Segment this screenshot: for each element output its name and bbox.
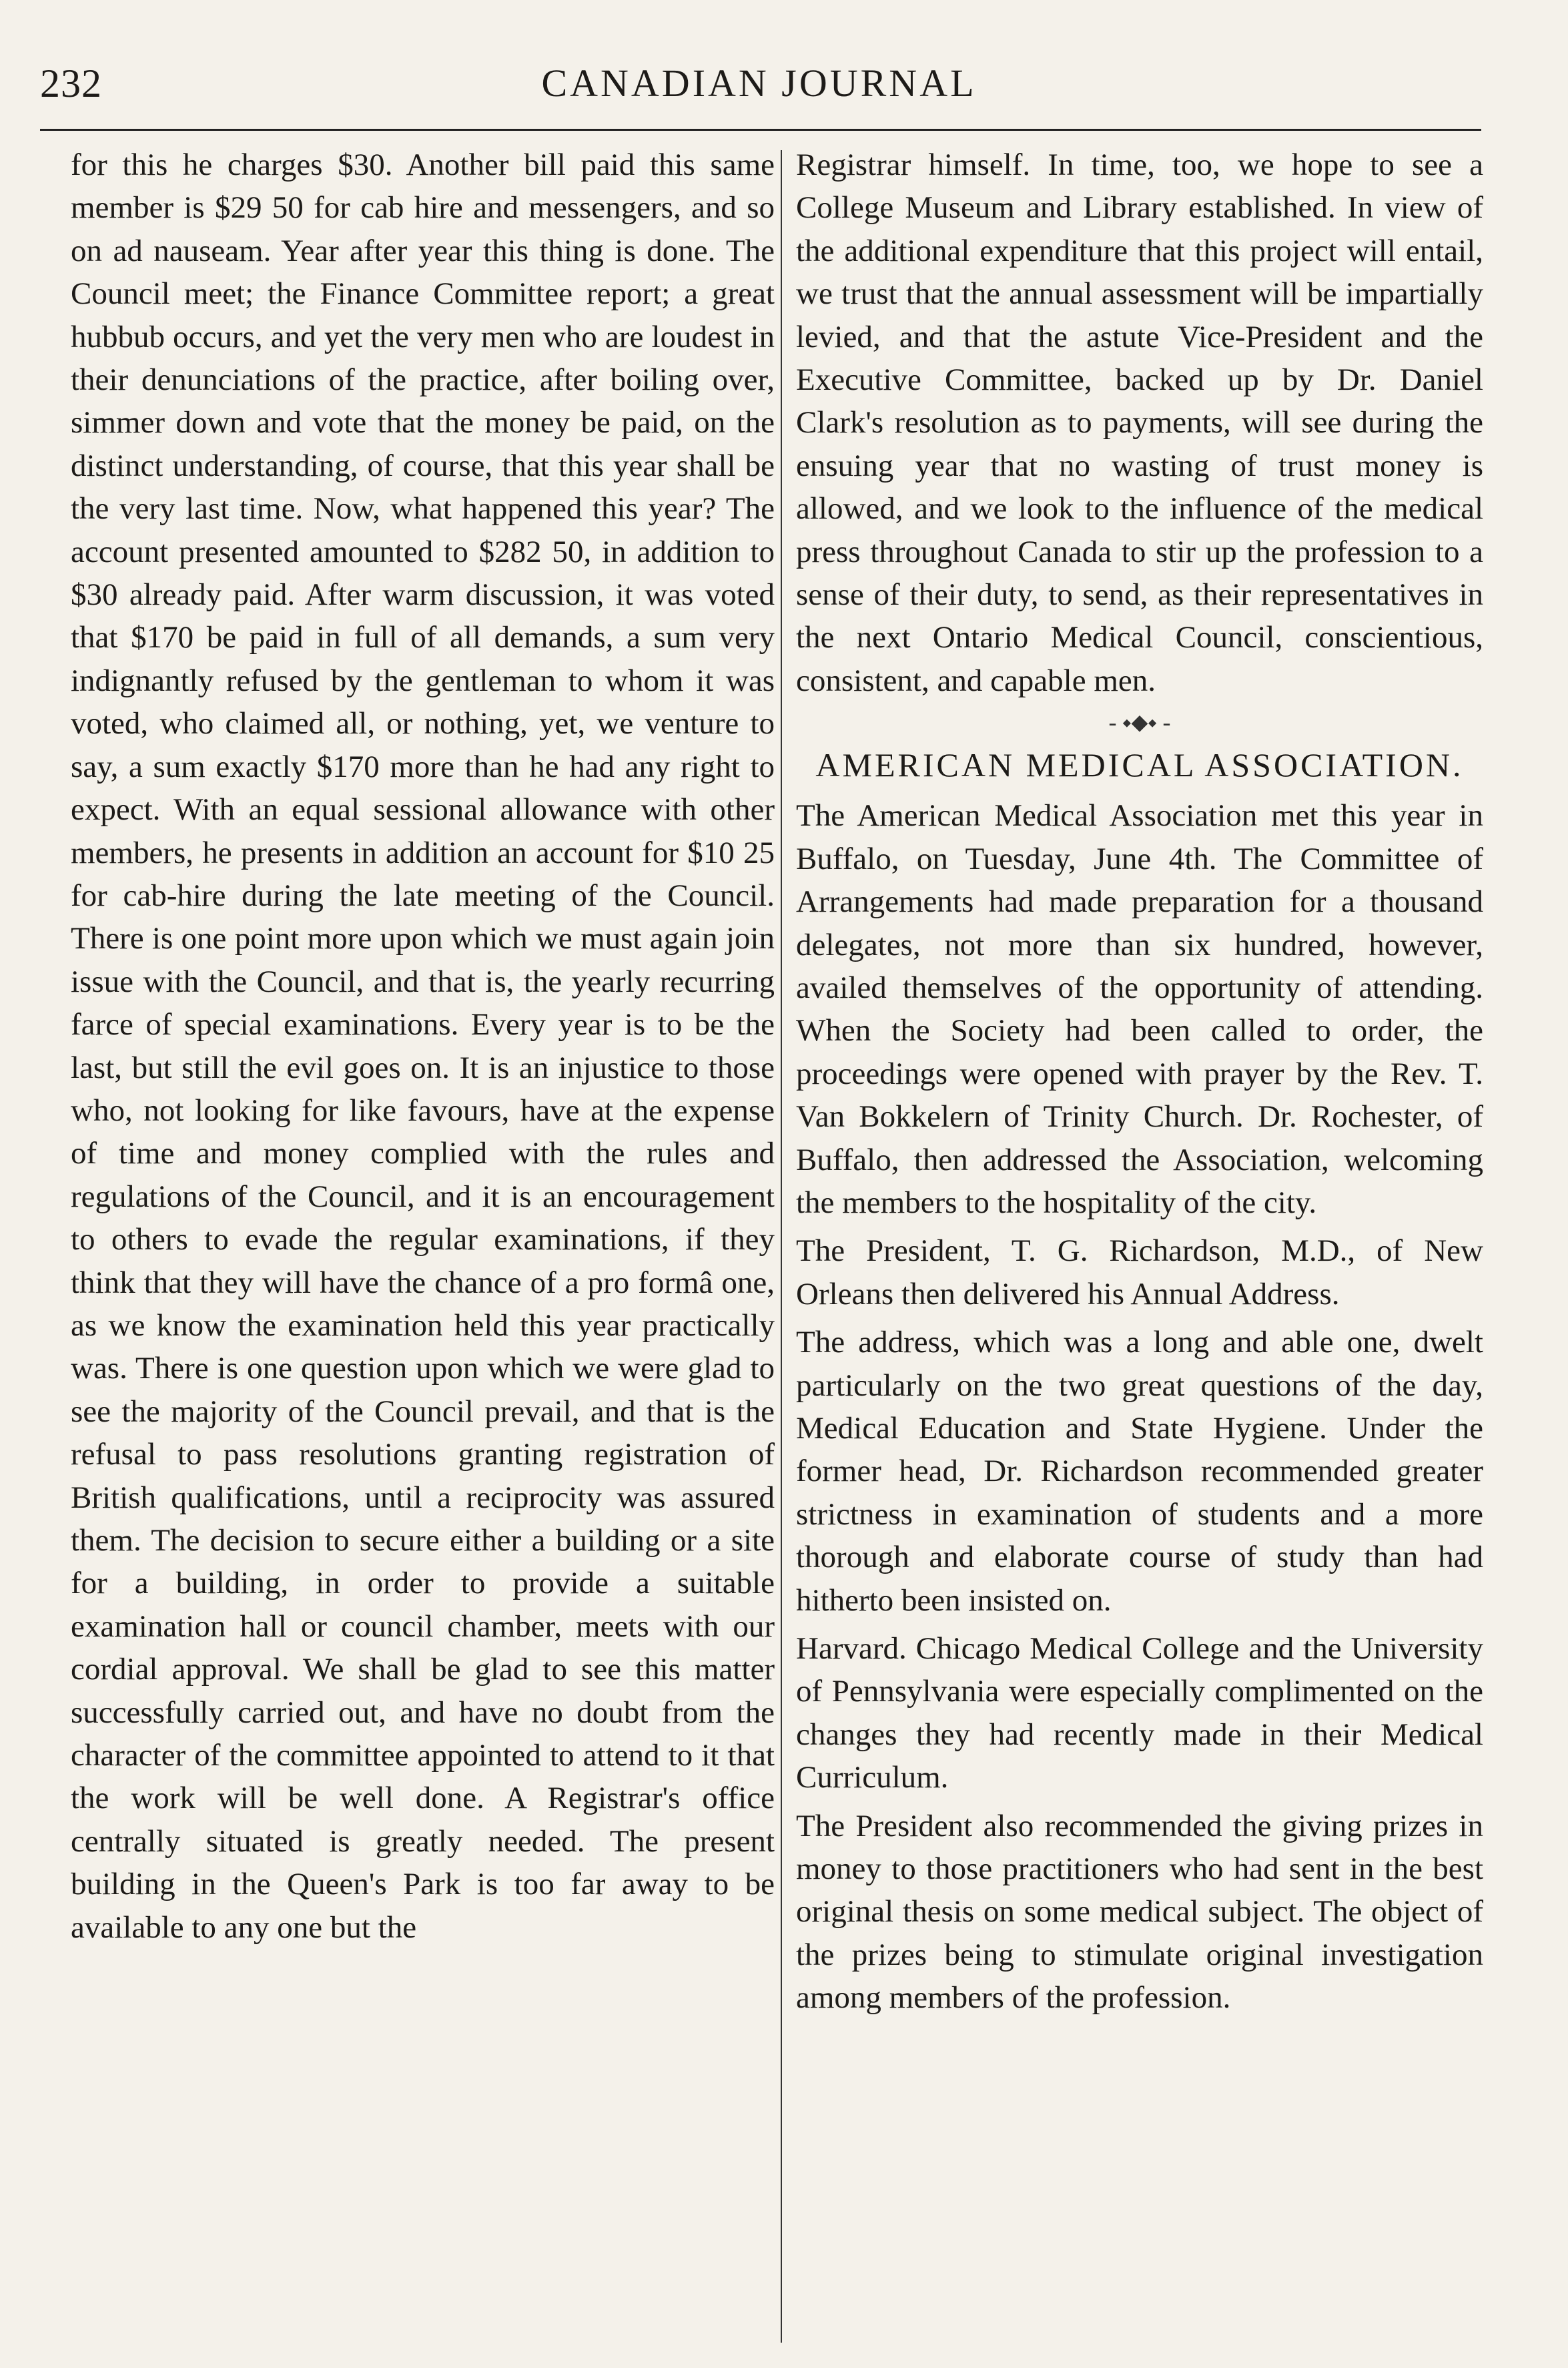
- page-header: [40, 47, 1478, 120]
- left-column: [71, 143, 775, 1949]
- page-number: 232: [40, 61, 102, 105]
- running-title: CANADIAN JOURNAL: [541, 61, 977, 105]
- right-paragraph-1: Registrar himself. In time, too, we hope to see a College Museum and Library established. In view of the additional expenditure that this project will entail, we trust that the annual assessment will be impartially levied, and that the astute Vice-President and the Executive Committee, backed up by Dr. Daniel Clark's resolution as to payments, will see during the ensuing year that no wasting of trust money is allowed, and we look to the influence of the medical press throughout Canada to stir up the profession to a sense of their duty, to send, as their representatives in the next Ontario Medical Council, conscientious, consistent, and capable men.: [796, 147, 1483, 698]
- section-heading: AMERICAN MEDICAL ASSOCIATION.: [815, 746, 1464, 784]
- left-paragraph-1: for this he charges $30. Another bill paid this same member is $29 50 for cab hire and messengers, and so on ad nauseam. Year after year this thing is done. The Council meet; the Finance Committee report; a great hubbub occurs, and yet the very men who are loudest in their denunciations of the practice, after boiling over, simmer down and vote that the money be paid, on the distinct understanding, of course, that this year shall be the very last time. Now, what happened this year? The account presented amounted to $282 50, in addition to $30 already paid. After warm discussion, it was voted that $170 be paid in full of all demands, a sum very indignantly refused by the gentleman to whom it was voted, who claimed all, or nothing, yet, we venture to say, a sum exactly $170 more than he had any right to expect. With an equal sessional allowance with other members, he presents in addition an account for $10 25 for cab-hire during the late meeting of the Council. There is one point more upon which we must again join issue with the Council, and that is, the yearly recurring farce of special examinations. Every year is to be the last, but still the evil goes on. It is an injustice to those who, not looking for like favours, have at the expense of time and money complied with the rules and regulations of the Council, and it is an encouragement to others to evade the regular examinations, if they think that they will have the chance of a pro formâ one, as we know the examination held this year practically was. There is one question upon which we were glad to see the majority of the Council prevail, and that is the refusal to pass resolutions granting registration of British qualifications, until a reciprocity was assured them. The decision to secure either a building or a site for a building, in order to provide a suitable examination hall or council chamber, meets with our cordial approval. We shall be glad to see this matter successfully carried out, and have no doubt from the character of the committee appointed to attend to it that the work will be well done. A Registrar's office centrally situated is greatly needed. The present building in the Queen's Park is too far away to be available to any one but the: [71, 147, 775, 1945]
- column-divider: [781, 150, 782, 2343]
- right-column: [796, 143, 1483, 2020]
- right-paragraph-2: The American Medical Association met this year in Buffalo, on Tuesday, June 4th. The Committee of Arrangements had made preparation for a thousand delegates, not more than six hundred, however, availed themselves of the opportunity of attending. When the Society had been called to order, the proceedings were opened with prayer by the Rev. T. Van Bokkelern of Trinity Church. Dr. Rochester, of Buffalo, then addressed the Association, welcoming the members to the hospitality of the city.: [796, 798, 1483, 1220]
- header-rule: [40, 129, 1481, 131]
- right-paragraph-6: The President also recommended the giving prizes in money to those practitioners who had sent in the best original thesis on some medical subject. The object of the prizes being to stimulate original investigation among members of the profession.: [796, 1808, 1483, 2016]
- right-paragraph-4: The address, which was a long and able one, dwelt particularly on the two great questions of the day, Medical Education and State Hygiene. Under the former head, Dr. Richardson recommended greater strictness in examination of students and a more thorough and elaborate course of study than had hitherto been insisted on.: [796, 1325, 1483, 1618]
- right-paragraph-3: The President, T. G. Richardson, M.D., of New Orleans then delivered his Annual Address.: [796, 1233, 1483, 1311]
- section-ornament: - ⬩⬥⬩ -: [1108, 709, 1171, 736]
- right-paragraph-5: Harvard. Chicago Medical College and the University of Pennsylvania were especially complimented on the changes they had recently made in their Medical Curriculum.: [796, 1631, 1483, 1795]
